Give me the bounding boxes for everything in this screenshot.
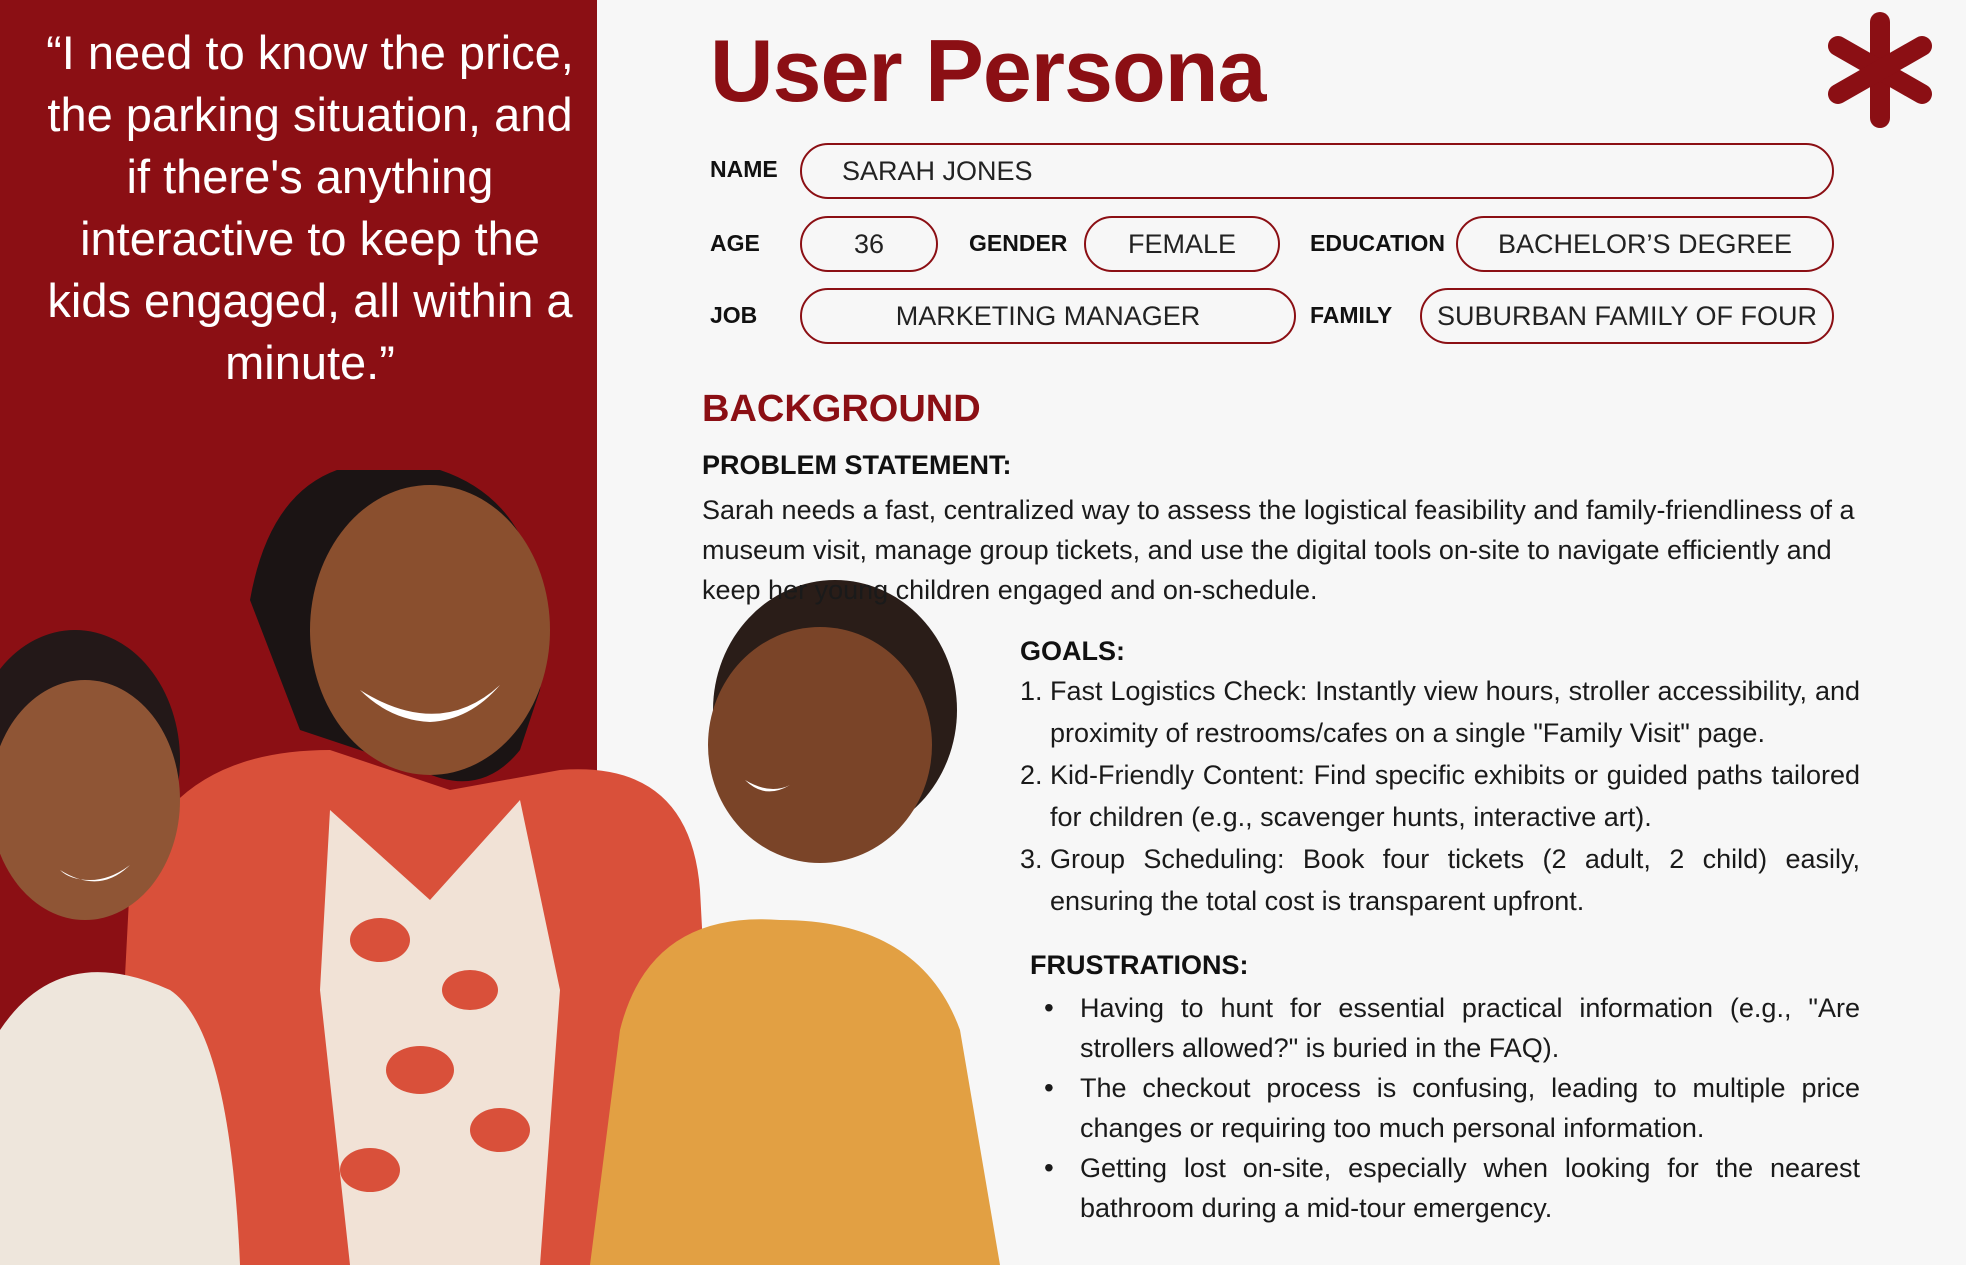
name-label: NAME: [710, 156, 778, 182]
education-label: EDUCATION: [1310, 230, 1446, 256]
age-label: AGE: [710, 230, 760, 256]
goal-text: Fast Logistics Check: Instantly view hours, stroller accessibility, and proximity of restrooms/cafes on a single "Family Visit" page.: [1050, 676, 1860, 748]
bullet-icon: •: [1044, 992, 1054, 1023]
frustration-item: [1040, 1148, 1860, 1228]
goal-item: [1020, 838, 1860, 922]
gender-field: FEMALE: [1084, 216, 1280, 272]
bullet-icon: •: [1044, 1072, 1054, 1103]
goal-number: 1.: [1020, 676, 1043, 706]
frustration-text: The checkout process is confusing, leading to multiple price changes or requiring too much personal information.: [1080, 1073, 1860, 1143]
family-field: SUBURBAN FAMILY OF FOUR: [1420, 288, 1834, 344]
goal-item: [1020, 670, 1860, 754]
background-heading: BACKGROUND: [702, 388, 981, 430]
problem-statement-heading: PROBLEM STATEMENT:: [702, 450, 1012, 480]
education-field: BACHELOR’S DEGREE: [1456, 216, 1834, 272]
frustrations-list: [1040, 988, 1860, 1228]
frustration-text: Getting lost on-site, especially when looking for the nearest bathroom during a mid-tour emergency.: [1080, 1153, 1860, 1223]
frustrations-heading: FRUSTRATIONS:: [1030, 950, 1249, 980]
job-label: JOB: [710, 302, 758, 328]
goal-text: Group Scheduling: Book four tickets (2 adult, 2 child) easily, ensuring the total cost is transparent upfront.: [1050, 844, 1860, 916]
goals-heading: GOALS:: [1020, 636, 1125, 666]
goal-item: [1020, 754, 1860, 838]
gender-label: GENDER: [969, 230, 1068, 256]
goal-number: 3.: [1020, 844, 1043, 874]
problem-statement-text: Sarah needs a fast, centralized way to assess the logistical feasibility and family-friendliness of a museum visit, manage group tickets, and use the digital tools on-site to navigate efficiently and keep her young children engaged and on-schedule.: [702, 495, 1855, 605]
asterisk-icon: [1820, 10, 1940, 130]
frustration-item: [1040, 988, 1860, 1068]
family-label: FAMILY: [1310, 302, 1393, 328]
frustration-item: [1040, 1068, 1860, 1148]
job-field: MARKETING MANAGER: [800, 288, 1296, 344]
age-field: 36: [800, 216, 938, 272]
page-title: User Persona: [710, 21, 1266, 120]
goal-text: Kid-Friendly Content: Find specific exhibits or guided paths tailored for children (e.g., scavenger hunts, interactive art).: [1050, 760, 1860, 832]
frustration-text: Having to hunt for essential practical information (e.g., "Are strollers allowed?" is buried in the FAQ).: [1080, 993, 1860, 1063]
persona-quote: “I need to know the price, the parking situation, and if there's anything interactive to keep the kids engaged, all within a minute.”: [46, 26, 574, 389]
goal-number: 2.: [1020, 760, 1043, 790]
name-field: SARAH JONES: [800, 143, 1834, 199]
goals-list: [1020, 670, 1860, 922]
bullet-icon: •: [1044, 1152, 1054, 1183]
